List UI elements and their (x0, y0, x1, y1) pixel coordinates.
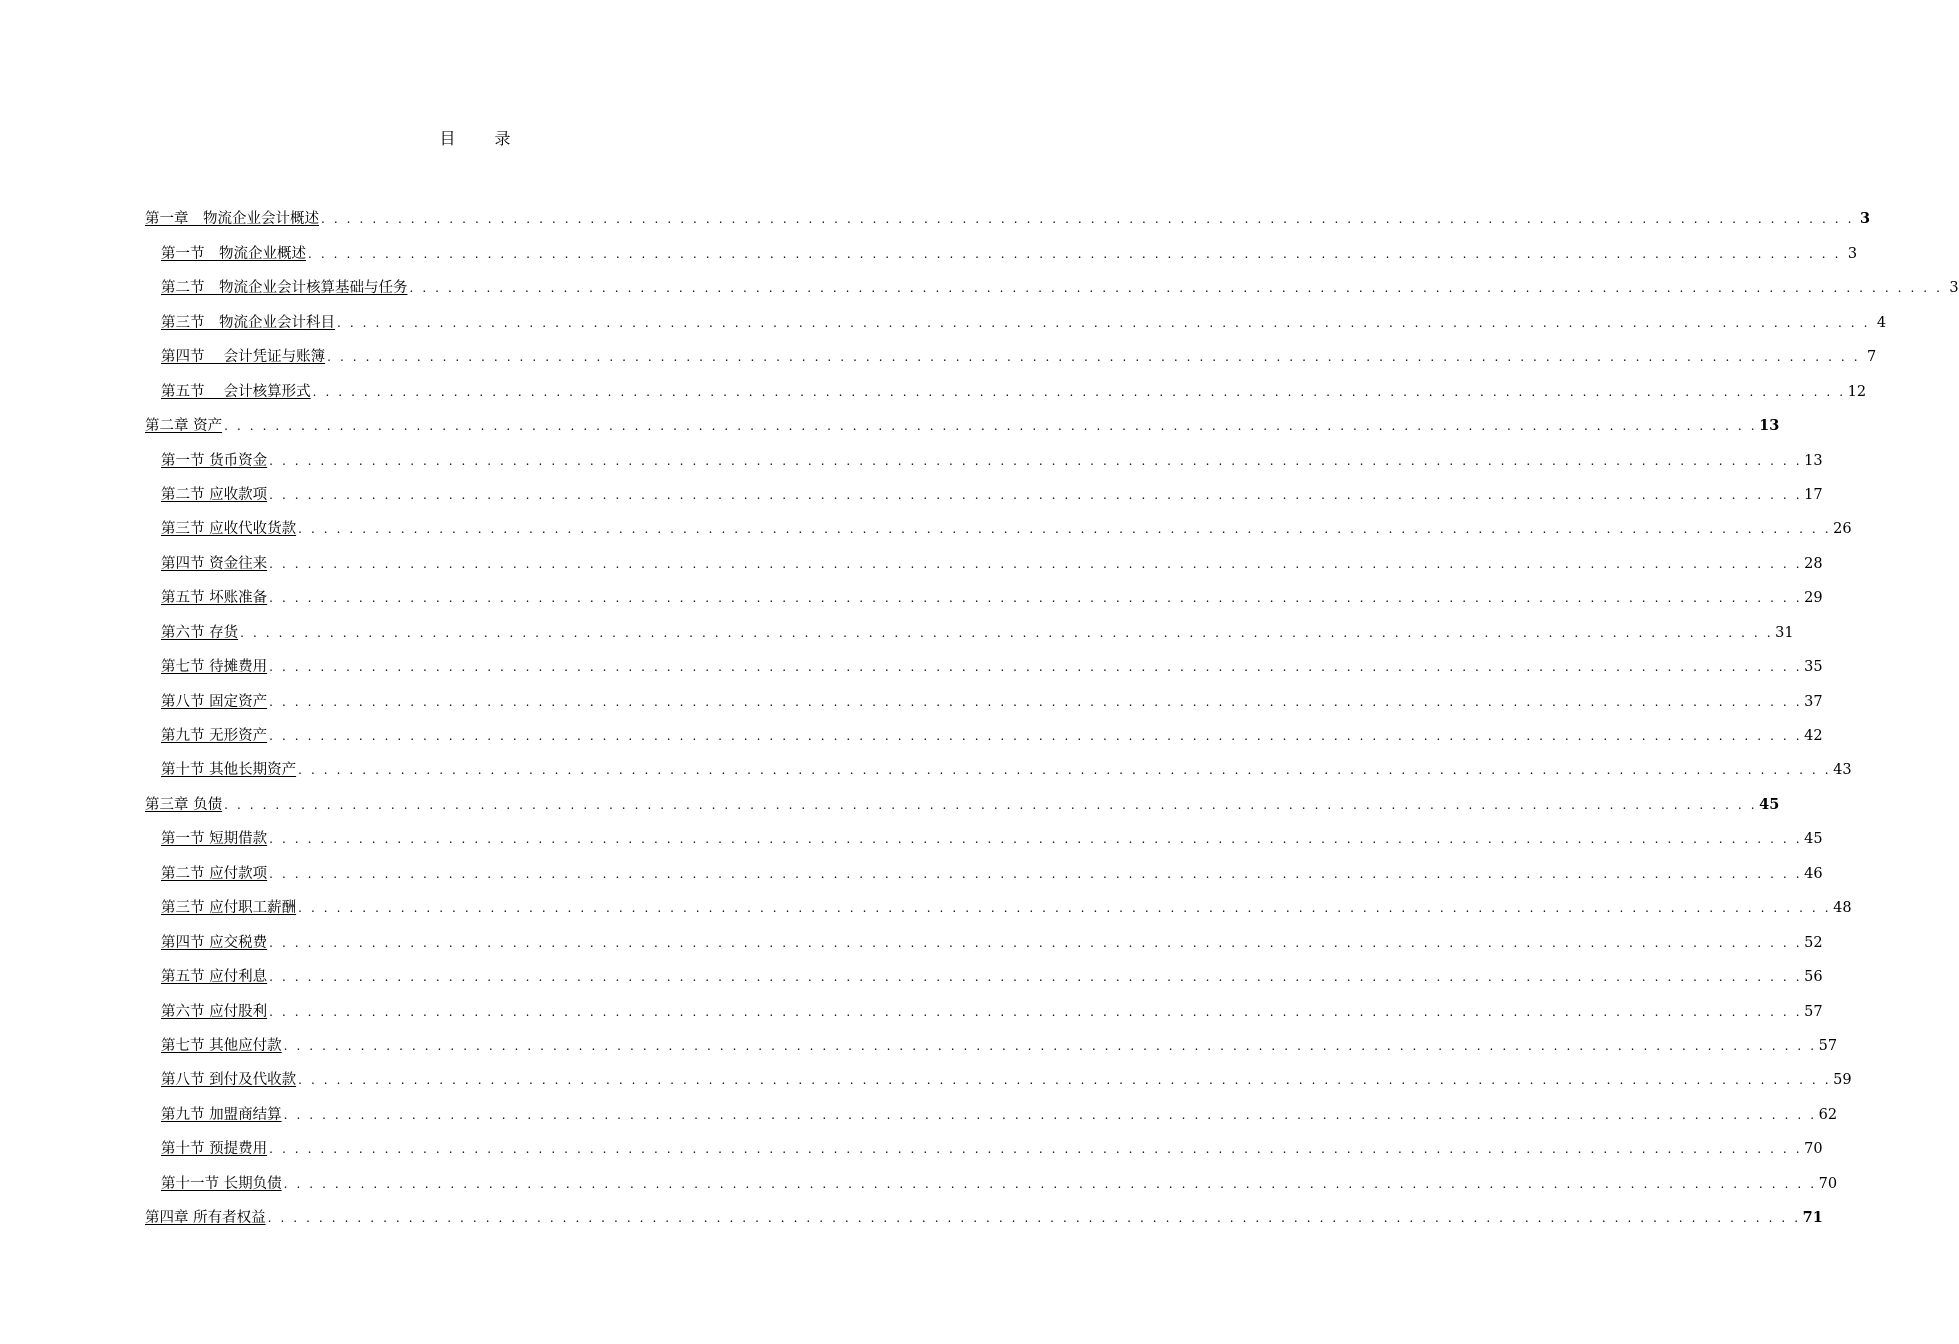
toc-entry-link[interactable]: 第一章 物流企业会计概述 (145, 211, 319, 228)
toc-page-number: 3 (1847, 245, 1858, 262)
toc-section-entry[interactable] (145, 1023, 1838, 1057)
toc-page-number: 57 (1818, 1037, 1838, 1054)
dot-leader: . . . . . . . . . . . . . . . . . . . . . . . . . . . . . . . . . . . . . . . . . . . . . . . . . . . . . . . . . . . . . . . . . . . . . . . . . . . . . . . . . . . . . . . . . . . . . . . . . . . . . . . . . . . . . . . . . . . . . . . . (269, 1004, 1803, 1019)
dot-leader: . . . . . . . . . . . . . . . . . . . . . . . . . . . . . . . . . . . . . . . . . . . . . . . . . . . . . . . . . . . . . . . . . . . . . . . . . . . . . . . . . . . . . . . . . . . . . . . . . . . . . . . . . . . . . . . . . . . . . . . . (224, 419, 1758, 434)
toc-page-number: 57 (1804, 1003, 1823, 1020)
toc-page-number: 43 (1833, 762, 1852, 779)
dot-leader: . . . . . . . . . . . . . . . . . . . . . . . . . . . . . . . . . . . . . . . . . . . . . . . . . . . . . . . . . . . . . . . . . . . . . . . . . . . . . . . . . . . . . . . . . . . . . . . . . . . . . . . . . . . . . . . . . . . . . . . . (269, 487, 1803, 502)
toc-entry-link[interactable]: 第九节 加盟商结算 (161, 1106, 282, 1123)
toc-entry-link[interactable]: 第六节 应付股利 (161, 1003, 268, 1020)
dot-leader: . . . . . . . . . . . . . . . . . . . . . . . . . . . . . . . . . . . . . . . . . . . . . . . . . . . . . . . . . . . . . . . . . . . . . . . . . . . . . . . . . . . . . . . . . . . . . . . . . . . . . . . . . . . . . . . . . . . . . . . . (269, 453, 1803, 468)
toc-section-entry[interactable] (145, 713, 1823, 747)
title-char-1: 目 (439, 129, 456, 148)
toc-entry-link[interactable]: 第一节 物流企业概述 (161, 245, 306, 262)
toc-page-number: 29 (1804, 590, 1823, 607)
toc-section-entry[interactable] (145, 816, 1823, 850)
toc-page-number: 28 (1804, 555, 1823, 572)
toc-page-number: 48 (1833, 900, 1852, 917)
toc-section-entry[interactable] (145, 609, 1794, 643)
toc-section-entry[interactable] (145, 678, 1823, 712)
toc-page-number: 13 (1759, 417, 1780, 435)
toc-entry-link[interactable]: 第五节 坏账准备 (161, 590, 268, 607)
dot-leader: . . . . . . . . . . . . . . . . . . . . . . . . . . . . . . . . . . . . . . . . . . . . . . . . . . . . . . . . . . . . . . . . . . . . . . . . . . . . . . . . . . . . . . . . . . . . . . . . . . . . . . . . . . . . . . . . . . . . . . . . (269, 832, 1803, 847)
dot-leader: . . . . . . . . . . . . . . . . . . . . . . . . . . . . . . . . . . . . . . . . . . . . . . . . . . . . . . . . . . . . . . . . . . . . . . . . . . . . . . . . . . . . . . . . . . . . . . . . . . . . . . . . . . . . . . . . . . . . . . . . (269, 556, 1803, 571)
toc-entry-link[interactable]: 第七节 待摊费用 (161, 659, 268, 676)
dot-leader: . . . . . . . . . . . . . . . . . . . . . . . . . . . . . . . . . . . . . . . . . . . . . . . . . . . . . . . . . . . . . . . . . . . . . . . . . . . . . . . . . . . . . . . . . . . . . . . . . . . . . . . . . . . . . . . . . . . . . . . . (298, 763, 1832, 778)
dot-leader: . . . . . . . . . . . . . . . . . . . . . . . . . . . . . . . . . . . . . . . . . . . . . . . . . . . . . . . . . . . . . . . . . . . . . . . . . . . . . . . . . . . . . . . . . . . . . . . . . . . . . . . . . . . . . . . . . . . . . . . . (269, 1142, 1803, 1157)
dot-leader: . . . . . . . . . . . . . . . . . . . . . . . . . . . . . . . . . . . . . . . . . . . . . . . . . . . . . . . . . . . . . . . . . . . . . . . . . . . . . . . . . . . . . . . . . . . . . . . . . . . . . . . . . . . . . . . . . . . . . . . . (321, 212, 1855, 227)
toc-section-entry[interactable] (145, 334, 1877, 368)
toc-page-number: 26 (1833, 521, 1852, 538)
toc-page-number: 4 (1876, 314, 1887, 331)
toc-page-number: 7 (1866, 349, 1877, 366)
toc-entry-link[interactable]: 第三节 应付职工薪酬 (161, 900, 297, 917)
toc-entry-link[interactable]: 第四节 应交税费 (161, 934, 268, 951)
dot-leader: . . . . . . . . . . . . . . . . . . . . . . . . . . . . . . . . . . . . . . . . . . . . . . . . . . . . . . . . . . . . . . . . . . . . . . . . . . . . . . . . . . . . . . . . . . . . . . . . . . . . . . . . . . . . . . . . . . . . . . . . (409, 281, 1943, 296)
toc-chapter-entry[interactable] (145, 403, 1780, 437)
toc-chapter-entry[interactable] (145, 196, 1871, 230)
toc-section-entry[interactable] (145, 230, 1858, 264)
toc-section-entry[interactable] (145, 1126, 1823, 1160)
toc-entry-link[interactable]: 第四章 所有者权益 (145, 1210, 266, 1227)
toc-page-number: 37 (1804, 693, 1823, 710)
toc-entry-link[interactable]: 第二节 物流企业会计核算基础与任务 (161, 280, 408, 297)
toc-page-number: 12 (1847, 383, 1867, 400)
toc-entry-link[interactable]: 第十节 其他长期资产 (161, 762, 297, 779)
dot-leader: . . . . . . . . . . . . . . . . . . . . . . . . . . . . . . . . . . . . . . . . . . . . . . . . . . . . . . . . . . . . . . . . . . . . . . . . . . . . . . . . . . . . . . . . . . . . . . . . . . . . . . . . . . . . . . . . . . . . . . . . (298, 522, 1832, 537)
toc-entry-link[interactable]: 第五节 应付利息 (161, 969, 268, 986)
toc-entry-link[interactable]: 第四节 资金往来 (161, 555, 268, 572)
title-char-2: 录 (494, 129, 511, 148)
toc-chapter-entry[interactable] (145, 781, 1780, 815)
toc-entry-link[interactable]: 第五节 会计核算形式 (161, 383, 311, 400)
dot-leader: . . . . . . . . . . . . . . . . . . . . . . . . . . . . . . . . . . . . . . . . . . . . . . . . . . . . . . . . . . . . . . . . . . . . . . . . . . . . . . . . . . . . . . . . . . . . . . . . . . . . . . . . . . . . . . . . . . . . . . . . (337, 315, 1871, 330)
toc-page-number: 35 (1804, 659, 1823, 676)
dot-leader: . . . . . . . . . . . . . . . . . . . . . . . . . . . . . . . . . . . . . . . . . . . . . . . . . . . . . . . . . . . . . . . . . . . . . . . . . . . . . . . . . . . . . . . . . . . . . . . . . . . . . . . . . . . . . . . . . . . . . . . . (224, 797, 1758, 812)
dot-leader: . . . . . . . . . . . . . . . . . . . . . . . . . . . . . . . . . . . . . . . . . . . . . . . . . . . . . . . . . . . . . . . . . . . . . . . . . . . . . . . . . . . . . . . . . . . . . . . . . . . . . . . . . . . . . . . . . . . . . . . . (269, 591, 1803, 606)
toc-page-number: 13 (1804, 452, 1823, 469)
toc-section-entry[interactable] (145, 850, 1823, 884)
toc-entry-link[interactable]: 第八节 固定资产 (161, 693, 268, 710)
dot-leader: . . . . . . . . . . . . . . . . . . . . . . . . . . . . . . . . . . . . . . . . . . . . . . . . . . . . . . . . . . . . . . . . . . . . . . . . . . . . . . . . . . . . . . . . . . . . . . . . . . . . . . . . . . . . . . . . . . . . . . . . (267, 1211, 1801, 1226)
toc-entry-link[interactable]: 第二节 应付款项 (161, 865, 268, 882)
toc-page-number: 70 (1804, 1141, 1823, 1158)
toc-page-number: 45 (1759, 795, 1780, 813)
toc-page-number: 17 (1804, 486, 1823, 503)
toc-page-number: 71 (1802, 1209, 1823, 1227)
toc-page-number: 62 (1818, 1106, 1838, 1123)
toc-chapter-entry[interactable] (145, 1195, 1823, 1229)
table-of-contents (145, 196, 1959, 1229)
toc-entry-link[interactable]: 第十节 预提费用 (161, 1141, 268, 1158)
toc-entry-link[interactable]: 第三节 物流企业会计科目 (161, 314, 335, 331)
dot-leader: . . . . . . . . . . . . . . . . . . . . . . . . . . . . . . . . . . . . . . . . . . . . . . . . . . . . . . . . . . . . . . . . . . . . . . . . . . . . . . . . . . . . . . . . . . . . . . . . . . . . . . . . . . . . . . . . . . . . . . . . (269, 660, 1803, 675)
dot-leader: . . . . . . . . . . . . . . . . . . . . . . . . . . . . . . . . . . . . . . . . . . . . . . . . . . . . . . . . . . . . . . . . . . . . . . . . . . . . . . . . . . . . . . . . . . . . . . . . . . . . . . . . . . . . . . . . . . . . . . . . (298, 1073, 1832, 1088)
toc-section-entry[interactable] (145, 919, 1823, 953)
dot-leader: . . . . . . . . . . . . . . . . . . . . . . . . . . . . . . . . . . . . . . . . . . . . . . . . . . . . . . . . . . . . . . . . . . . . . . . . . . . . . . . . . . . . . . . . . . . . . . . . . . . . . . . . . . . . . . . . . . . . . . . . (283, 1107, 1817, 1122)
toc-entry-link[interactable]: 第三节 应收代收货款 (161, 521, 297, 538)
dot-leader: . . . . . . . . . . . . . . . . . . . . . . . . . . . . . . . . . . . . . . . . . . . . . . . . . . . . . . . . . . . . . . . . . . . . . . . . . . . . . . . . . . . . . . . . . . . . . . . . . . . . . . . . . . . . . . . . . . . . . . . . (283, 1038, 1817, 1053)
toc-section-entry[interactable] (145, 885, 1852, 919)
toc-entry-link[interactable]: 第七节 其他应付款 (161, 1037, 282, 1054)
toc-section-entry[interactable] (145, 1057, 1852, 1091)
toc-section-entry[interactable] (145, 644, 1823, 678)
dot-leader: . . . . . . . . . . . . . . . . . . . . . . . . . . . . . . . . . . . . . . . . . . . . . . . . . . . . . . . . . . . . . . . . . . . . . . . . . . . . . . . . . . . . . . . . . . . . . . . . . . . . . . . . . . . . . . . . . . . . . . . . (283, 1176, 1817, 1191)
toc-section-entry[interactable] (145, 437, 1823, 471)
toc-section-entry[interactable] (145, 954, 1823, 988)
toc-entry-link[interactable]: 第二节 应收款项 (161, 486, 268, 503)
dot-leader: . . . . . . . . . . . . . . . . . . . . . . . . . . . . . . . . . . . . . . . . . . . . . . . . . . . . . . . . . . . . . . . . . . . . . . . . . . . . . . . . . . . . . . . . . . . . . . . . . . . . . . . . . . . . . . . . . . . . . . . . (298, 901, 1832, 916)
toc-section-entry[interactable] (145, 988, 1823, 1022)
toc-entry-link[interactable]: 第三章 负债 (145, 796, 223, 813)
toc-section-entry[interactable] (145, 1091, 1838, 1125)
toc-section-entry[interactable] (145, 1160, 1838, 1194)
toc-page-number: 70 (1818, 1175, 1838, 1192)
toc-page-number: 56 (1804, 969, 1823, 986)
dot-leader: . . . . . . . . . . . . . . . . . . . . . . . . . . . . . . . . . . . . . . . . . . . . . . . . . . . . . . . . . . . . . . . . . . . . . . . . . . . . . . . . . . . . . . . . . . . . . . . . . . . . . . . . . . . . . . . . . . . . . . . . (269, 694, 1803, 709)
toc-entry-link[interactable]: 第八节 到付及代收款 (161, 1072, 297, 1089)
dot-leader: . . . . . . . . . . . . . . . . . . . . . . . . . . . . . . . . . . . . . . . . . . . . . . . . . . . . . . . . . . . . . . . . . . . . . . . . . . . . . . . . . . . . . . . . . . . . . . . . . . . . . . . . . . . . . . . . . . . . . . . . (240, 625, 1774, 640)
toc-page-number: 3 (1859, 210, 1871, 228)
toc-entry-link[interactable]: 第二章 资产 (145, 418, 223, 435)
toc-section-entry[interactable] (145, 368, 1867, 402)
toc-section-entry[interactable] (145, 265, 1959, 299)
dot-leader: . . . . . . . . . . . . . . . . . . . . . . . . . . . . . . . . . . . . . . . . . . . . . . . . . . . . . . . . . . . . . . . . . . . . . . . . . . . . . . . . . . . . . . . . . . . . . . . . . . . . . . . . . . . . . . . . . . . . . . . . (269, 729, 1803, 743)
toc-section-entry[interactable] (145, 575, 1823, 609)
toc-entry-link[interactable]: 第九节 无形资产 (161, 728, 268, 744)
dot-leader: . . . . . . . . . . . . . . . . . . . . . . . . . . . . . . . . . . . . . . . . . . . . . . . . . . . . . . . . . . . . . . . . . . . . . . . . . . . . . . . . . . . . . . . . . . . . . . . . . . . . . . . . . . . . . . . . . . . . . . . . (308, 246, 1842, 261)
toc-page-number: 59 (1833, 1072, 1852, 1089)
toc-entry-link[interactable]: 第一节 货币资金 (161, 452, 268, 469)
dot-leader: . . . . . . . . . . . . . . . . . . . . . . . . . . . . . . . . . . . . . . . . . . . . . . . . . . . . . . . . . . . . . . . . . . . . . . . . . . . . . . . . . . . . . . . . . . . . . . . . . . . . . . . . . . . . . . . . . . . . . . . . (312, 384, 1846, 399)
toc-page-number: 45 (1804, 831, 1823, 848)
toc-section-entry[interactable] (145, 540, 1823, 574)
dot-leader: . . . . . . . . . . . . . . . . . . . . . . . . . . . . . . . . . . . . . . . . . . . . . . . . . . . . . . . . . . . . . . . . . . . . . . . . . . . . . . . . . . . . . . . . . . . . . . . . . . . . . . . . . . . . . . . . . . . . . . . . (327, 350, 1861, 365)
dot-leader: . . . . . . . . . . . . . . . . . . . . . . . . . . . . . . . . . . . . . . . . . . . . . . . . . . . . . . . . . . . . . . . . . . . . . . . . . . . . . . . . . . . . . . . . . . . . . . . . . . . . . . . . . . . . . . . . . . . . . . . . (269, 866, 1803, 881)
toc-page-number: 42 (1804, 728, 1823, 744)
toc-page-number: 31 (1775, 624, 1794, 641)
toc-entry-link[interactable]: 第十一节 长期负债 (161, 1175, 282, 1192)
toc-entry-link[interactable]: 第四节 会计凭证与账簿 (161, 349, 326, 366)
page-title (0, 126, 950, 149)
toc-section-entry[interactable] (145, 506, 1852, 540)
toc-section-entry[interactable] (145, 299, 1887, 333)
toc-section-entry[interactable] (145, 747, 1852, 781)
dot-leader: . . . . . . . . . . . . . . . . . . . . . . . . . . . . . . . . . . . . . . . . . . . . . . . . . . . . . . . . . . . . . . . . . . . . . . . . . . . . . . . . . . . . . . . . . . . . . . . . . . . . . . . . . . . . . . . . . . . . . . . . (269, 935, 1803, 950)
toc-entry-link[interactable]: 第一节 短期借款 (161, 831, 268, 848)
toc-page-number: 46 (1804, 865, 1823, 882)
toc-page-number: 3 (1949, 280, 1959, 297)
dot-leader: . . . . . . . . . . . . . . . . . . . . . . . . . . . . . . . . . . . . . . . . . . . . . . . . . . . . . . . . . . . . . . . . . . . . . . . . . . . . . . . . . . . . . . . . . . . . . . . . . . . . . . . . . . . . . . . . . . . . . . . . (269, 970, 1803, 985)
toc-section-entry[interactable] (145, 472, 1823, 506)
toc-page-number: 52 (1804, 934, 1823, 951)
toc-entry-link[interactable]: 第六节 存货 (161, 624, 239, 641)
